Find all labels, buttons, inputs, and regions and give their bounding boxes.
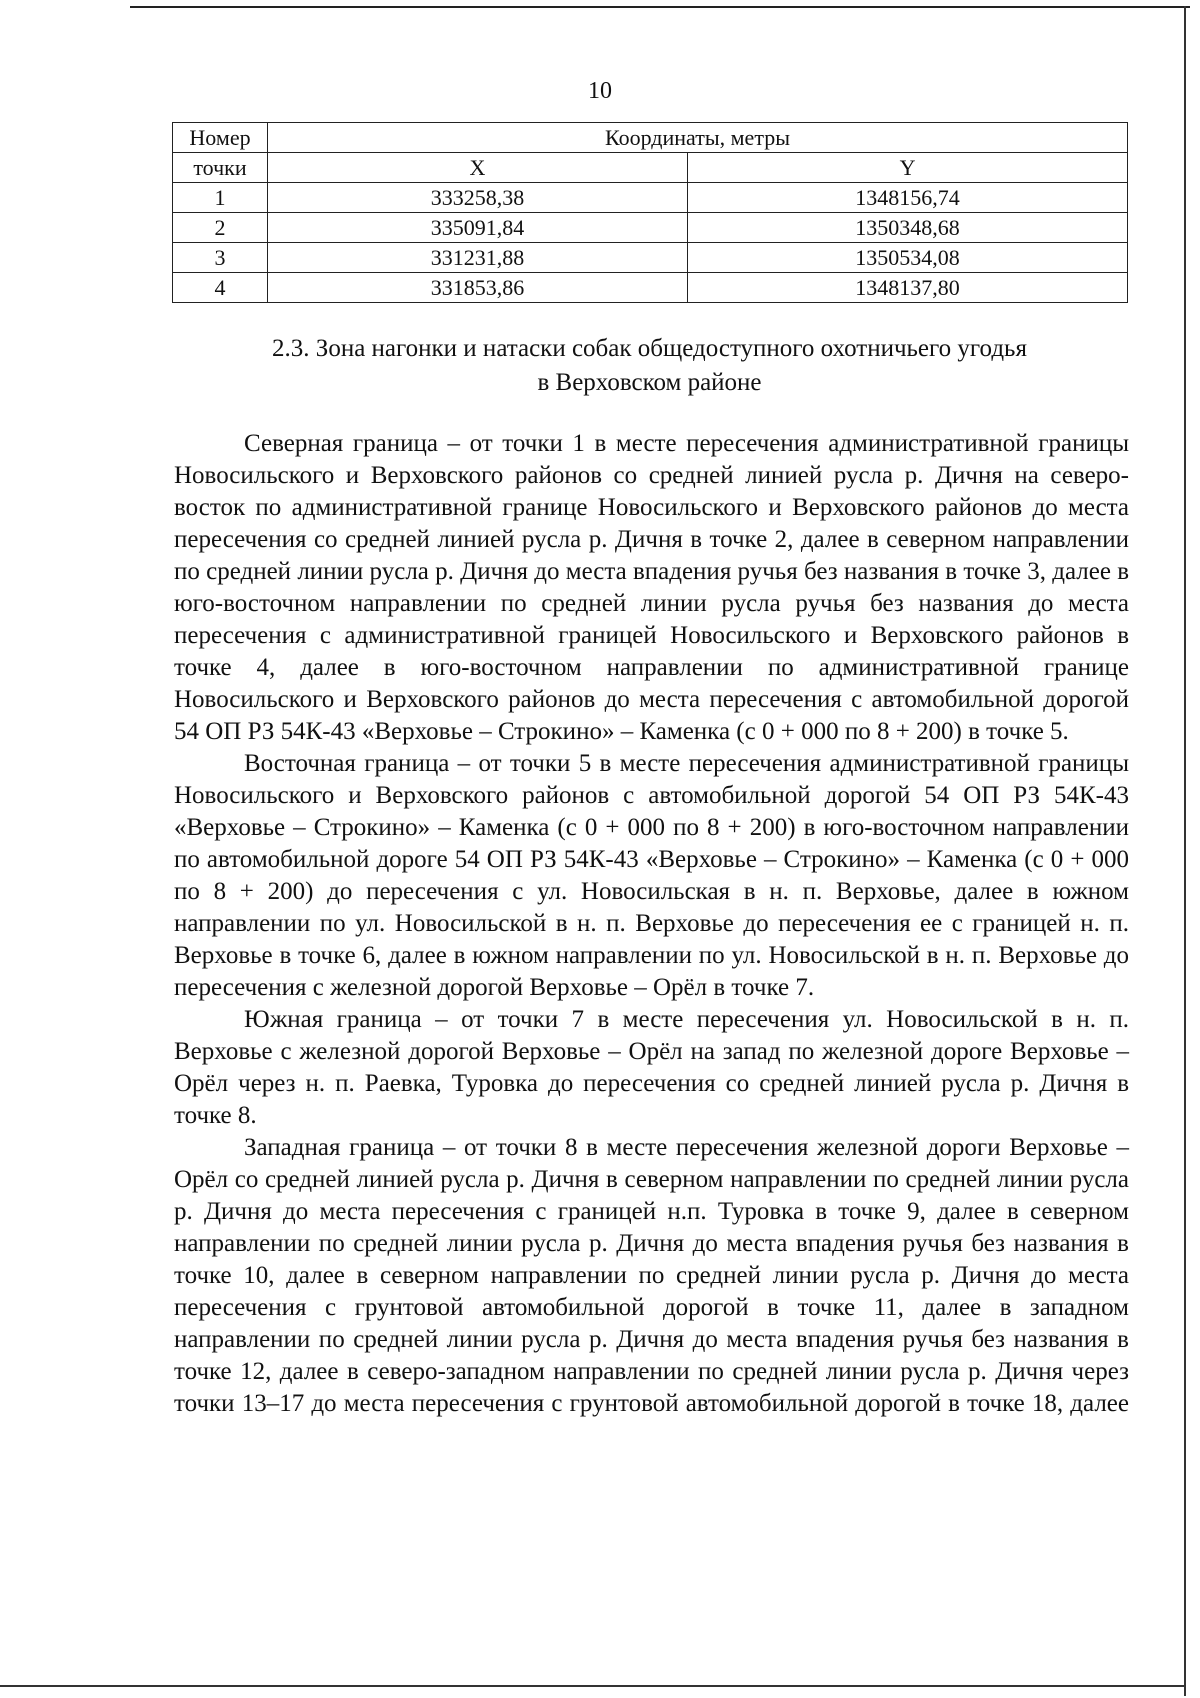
header-coordinates: Координаты, метры [268, 123, 1128, 153]
cell-point: 1 [173, 183, 268, 213]
table-row [173, 273, 1128, 303]
table-row [173, 213, 1128, 243]
cell-y: 1350348,68 [688, 213, 1128, 243]
table-subheader-row [173, 153, 1128, 183]
scan-border-bottom [0, 1685, 1185, 1687]
paragraph-south-boundary: Южная граница – от точки 7 в месте пересечения ул. Новосильской в н. п. Верховье с железной дорогой Верховье – Орёл на запад по железной дороге Верховье – Орёл через н. п. Раевка, Туровка до пересечения со средней линией русла р. Дичня в точке 8. [174, 1006, 1129, 1129]
cell-y: 1348137,80 [688, 273, 1128, 303]
header-point-number-line1: Номер [173, 123, 268, 153]
header-point-number-line2: точки [173, 153, 268, 183]
paragraph-east-boundary: Восточная граница – от точки 5 в месте пересечения административной границы Новосильского и Верховского районов с автомобильной дорогой 54 ОП РЗ 54К-43 «Верховье – Строкино» – Каменка (с 0 + 000 по 8 + 200) в юго-восточном направлении по автомобильной дороге 54 ОП РЗ 54К-43 «Верховье – Строкино» – Каменка (с 0 + 000 по 8 + 200) до пересечения с ул. Новосильская в н. п. Верховье, далее в южном направлении по ул. Новосильской в н. п. Верховье до пересечения ее с границей н. п. Верховье в точке 6, далее в южном направлении по ул. Новосильской в н. п. Верховье до пересечения с железной дорогой Верховье – Орёл в точке 7. [174, 750, 1129, 1001]
header-y: Y [688, 153, 1128, 183]
cell-x: 333258,38 [268, 183, 688, 213]
table-header-row [173, 123, 1128, 153]
cell-x: 335091,84 [268, 213, 688, 243]
table-row [173, 243, 1128, 273]
cell-y: 1348156,74 [688, 183, 1128, 213]
scan-border-top [130, 6, 1190, 8]
paragraph-north-boundary: Северная граница – от точки 1 в месте пересечения административной границы Новосильского и Верховского районов со средней линией русла р. Дичня на северо-восток по административной границе Новосильского и Верховского районов до места пересечения со средней линией русла р. Дичня в точке 2, далее в северном направлении по средней линии русла р. Дичня до места впадения ручья без названия в точке 3, далее в юго-восточном направлении по средней линии русла ручья без названия до места пересечения с административной границей Новосильского и Верховского районов в точке 4, далее в юго-восточном направлении по административной границе Новосильского и Верховского районов до места пересечения с автомобильной дорогой 54 ОП РЗ 54К-43 «Верховье – Строкино» – Каменка (с 0 + 000 по 8 + 200) в точке 5. [174, 430, 1130, 745]
section-title-line2: в Верховском районе [537, 369, 762, 396]
section-title-line1: 2.3. Зона нагонки и натаски собак общедоступного охотничьего угодья [272, 335, 1027, 362]
cell-y: 1350534,08 [688, 243, 1128, 273]
cell-x: 331853,86 [268, 273, 688, 303]
body-text [174, 428, 1129, 1420]
header-x: X [268, 153, 688, 183]
page-number: 10 [588, 78, 612, 104]
section-heading [172, 332, 1127, 400]
scan-border-right [1184, 6, 1186, 1696]
cell-point: 2 [173, 213, 268, 243]
paragraph-west-boundary: Западная граница – от точки 8 в месте пересечения железной дороги Верховье – Орёл со средней линией русла р. Дичня в северном направлении по средней линии русла р. Дичня до места пересечения с границей н.п. Туровка в точке 9, далее в северном направлении по средней линии русла р. Дичня до места впадения ручья без названия в точке 10, далее в северном направлении по средней линии русла р. Дичня до места пересечения с грунтовой автомобильной дорогой в точке 11, далее в западном направлении по средней линии русла р. Дичня до места впадения ручья без названия в точке 12, далее в северо-западном направлении по средней линии русла р. Дичня через точки 13–17 до места пересечения с грунтовой автомобильной дорогой в точке 18, далее [174, 1134, 1129, 1417]
cell-point: 4 [173, 273, 268, 303]
cell-x: 331231,88 [268, 243, 688, 273]
coordinates-table [172, 122, 1128, 303]
cell-point: 3 [173, 243, 268, 273]
table-row [173, 183, 1128, 213]
